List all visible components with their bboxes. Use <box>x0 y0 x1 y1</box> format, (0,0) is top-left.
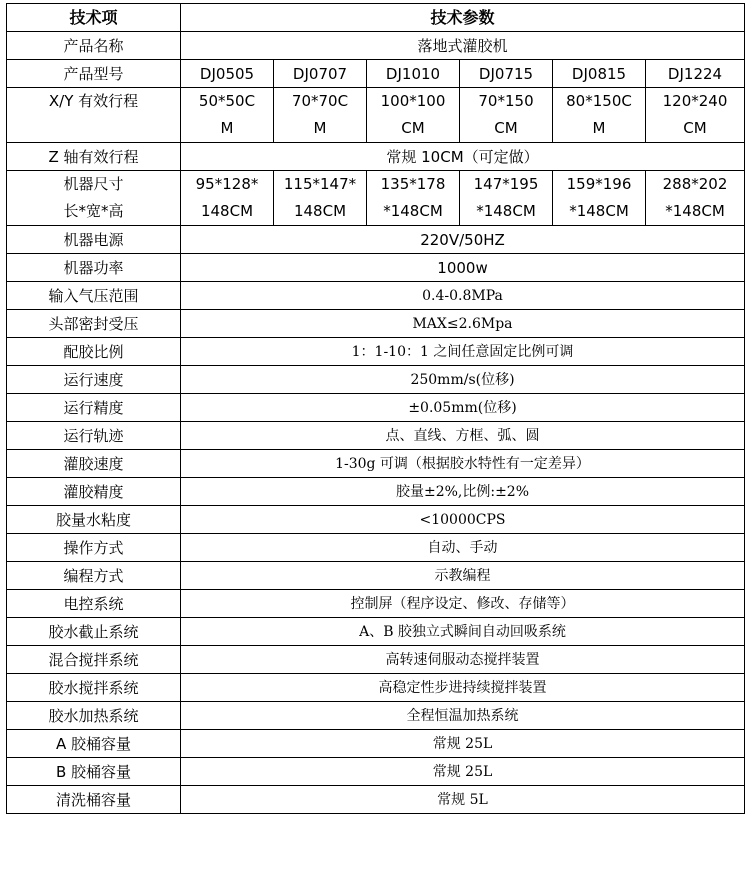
row-value: 控制屏（程序设定、修改、存储等） <box>181 590 745 618</box>
table-row <box>7 590 745 618</box>
row-label: 运行速度 <box>7 366 181 394</box>
table-row <box>7 394 745 422</box>
row-label: 产品名称 <box>7 32 181 60</box>
row-label: 清洗桶容量 <box>7 786 181 814</box>
row-label <box>7 171 181 226</box>
table-row <box>7 646 745 674</box>
table-row <box>7 282 745 310</box>
dimension-line: 148CM <box>293 202 347 220</box>
row-value: MAX≤2.6Mpa <box>181 310 745 338</box>
xy-line: CM <box>683 119 707 137</box>
model-cell: DJ1010 <box>367 60 460 88</box>
table-row <box>7 254 745 282</box>
row-label: Z 轴有效行程 <box>7 143 181 171</box>
row-label: 操作方式 <box>7 534 181 562</box>
row-value: 220V/50HZ <box>181 226 745 254</box>
row-label: 胶水截止系统 <box>7 618 181 646</box>
xy-line: M <box>592 119 606 137</box>
row-label: 机器功率 <box>7 254 181 282</box>
dimension-line: *148CM <box>569 202 629 220</box>
row-value: 常规 10CM（可定做） <box>181 143 745 171</box>
row-label: 配胶比例 <box>7 338 181 366</box>
table-row <box>7 674 745 702</box>
row-value: 250mm/s(位移) <box>181 366 745 394</box>
row-value: 0.4-0.8MPa <box>181 282 745 310</box>
table-row <box>7 730 745 758</box>
row-value: <10000CPS <box>181 506 745 534</box>
dimension-cell <box>274 171 367 226</box>
table-row <box>7 450 745 478</box>
model-cell: DJ0815 <box>553 60 646 88</box>
model-cell: DJ1224 <box>646 60 745 88</box>
row-value: 全程恒温加热系统 <box>181 702 745 730</box>
row-label: 灌胶精度 <box>7 478 181 506</box>
table-row <box>7 171 745 226</box>
row-label: 产品型号 <box>7 60 181 88</box>
xy-line: CM <box>494 119 518 137</box>
spec-table-body <box>7 4 745 814</box>
table-row <box>7 786 745 814</box>
row-label: X/Y 有效行程 <box>7 88 181 143</box>
dimension-line: 115*147* <box>283 175 357 193</box>
xy-line: M <box>220 119 234 137</box>
header-params: 技术参数 <box>181 4 745 32</box>
dimension-line: 135*178 <box>380 175 446 193</box>
table-row <box>7 562 745 590</box>
dimension-line: 159*196 <box>566 175 632 193</box>
dimension-line: 288*202 <box>662 175 728 193</box>
model-cell: DJ0505 <box>181 60 274 88</box>
xy-line: 50*50C <box>198 92 256 110</box>
dimension-cell <box>646 171 745 226</box>
row-label: 编程方式 <box>7 562 181 590</box>
xy-line: 80*150C <box>566 92 632 110</box>
dimension-line: 147*195 <box>473 175 539 193</box>
table-row <box>7 60 745 88</box>
table-row <box>7 506 745 534</box>
table-row <box>7 32 745 60</box>
row-label: 胶量水粘度 <box>7 506 181 534</box>
row-label: 机器电源 <box>7 226 181 254</box>
row-label: 运行轨迹 <box>7 422 181 450</box>
row-label: 头部密封受压 <box>7 310 181 338</box>
table-row <box>7 422 745 450</box>
table-row <box>7 702 745 730</box>
xy-line: CM <box>401 119 425 137</box>
row-value: A、B 胶独立式瞬间自动回吸系统 <box>181 618 745 646</box>
row-label: 电控系统 <box>7 590 181 618</box>
row-label: 胶水加热系统 <box>7 702 181 730</box>
table-row <box>7 366 745 394</box>
dimension-label-line: 机器尺寸 <box>63 175 124 193</box>
row-value: ±0.05mm(位移) <box>181 394 745 422</box>
xy-cell <box>367 88 460 143</box>
dimension-cell <box>367 171 460 226</box>
row-value: 高转速伺服动态搅拌装置 <box>181 646 745 674</box>
row-value: 落地式灌胶机 <box>181 32 745 60</box>
xy-line: M <box>313 119 327 137</box>
table-row <box>7 143 745 171</box>
dimension-line: 95*128* <box>195 175 259 193</box>
table-row <box>7 310 745 338</box>
xy-cell <box>553 88 646 143</box>
model-cell: DJ0715 <box>460 60 553 88</box>
xy-line: 70*70C <box>291 92 349 110</box>
dimension-line: 148CM <box>200 202 254 220</box>
table-row <box>7 758 745 786</box>
xy-cell <box>274 88 367 143</box>
row-value: 1000w <box>181 254 745 282</box>
dimension-line: *148CM <box>383 202 443 220</box>
header-item: 技术项 <box>7 4 181 32</box>
row-value: 自动、手动 <box>181 534 745 562</box>
row-value: 1：1-10：1 之间任意固定比例可调 <box>181 338 745 366</box>
spec-table <box>6 3 745 814</box>
xy-cell <box>181 88 274 143</box>
dimension-cell <box>181 171 274 226</box>
xy-cell <box>460 88 553 143</box>
table-row <box>7 618 745 646</box>
xy-line: 100*100 <box>380 92 446 110</box>
row-value: 常规 25L <box>181 730 745 758</box>
table-row <box>7 338 745 366</box>
dimension-cell <box>553 171 646 226</box>
model-cell: DJ0707 <box>274 60 367 88</box>
row-label: 胶水搅拌系统 <box>7 674 181 702</box>
row-label: 运行精度 <box>7 394 181 422</box>
row-label: A 胶桶容量 <box>7 730 181 758</box>
table-row <box>7 478 745 506</box>
row-value: 点、直线、方框、弧、圆 <box>181 422 745 450</box>
row-value: 示教编程 <box>181 562 745 590</box>
row-label: 输入气压范围 <box>7 282 181 310</box>
table-row <box>7 88 745 143</box>
row-value: 1-30g 可调（根据胶水特性有一定差异） <box>181 450 745 478</box>
xy-cell <box>646 88 745 143</box>
row-value: 常规 25L <box>181 758 745 786</box>
header-row <box>7 4 745 32</box>
xy-line: 70*150 <box>478 92 534 110</box>
xy-line: 120*240 <box>662 92 728 110</box>
table-row <box>7 226 745 254</box>
dimension-line: *148CM <box>476 202 536 220</box>
row-value: 高稳定性步进持续搅拌装置 <box>181 674 745 702</box>
row-value: 胶量±2%,比例:±2% <box>181 478 745 506</box>
row-label: B 胶桶容量 <box>7 758 181 786</box>
row-label: 灌胶速度 <box>7 450 181 478</box>
dimension-line: *148CM <box>665 202 725 220</box>
row-label: 混合搅拌系统 <box>7 646 181 674</box>
dimension-label-line: 长*宽*高 <box>63 202 124 220</box>
dimension-cell <box>460 171 553 226</box>
table-row <box>7 534 745 562</box>
row-value: 常规 5L <box>181 786 745 814</box>
